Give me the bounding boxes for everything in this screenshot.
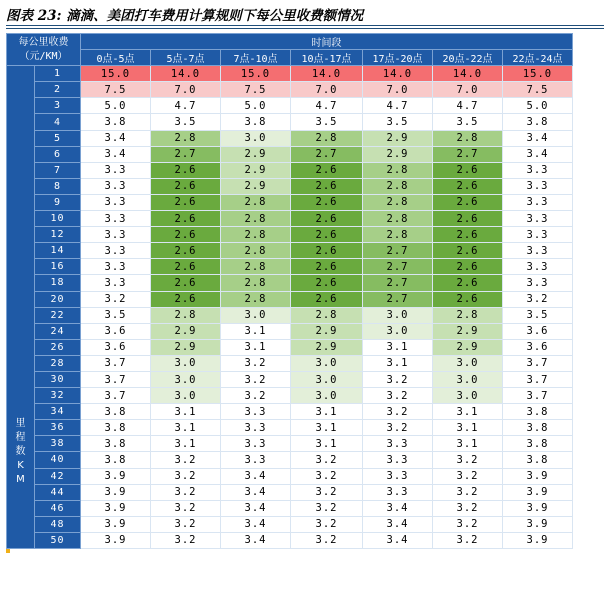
fare-cell: 2.6 (151, 211, 221, 227)
fare-cell: 3.5 (291, 114, 363, 130)
table-row (7, 371, 573, 387)
fare-cell: 7.5 (221, 82, 291, 98)
km-cell: 44 (35, 484, 81, 500)
fare-cell: 3.2 (291, 532, 363, 548)
table-row (7, 436, 573, 452)
fare-cell: 2.7 (363, 291, 433, 307)
fare-cell: 3.2 (221, 355, 291, 371)
table-row (7, 323, 573, 339)
fare-cell: 3.1 (221, 339, 291, 355)
fare-cell: 3.2 (363, 404, 433, 420)
fare-cell: 2.8 (221, 227, 291, 243)
fare-cell: 3.0 (291, 388, 363, 404)
fare-cell: 3.3 (221, 420, 291, 436)
km-cell: 3 (35, 98, 81, 114)
fare-cell: 3.3 (503, 275, 573, 291)
fare-cell: 3.2 (433, 516, 503, 532)
fare-cell: 3.8 (503, 420, 573, 436)
km-cell: 26 (35, 339, 81, 355)
fare-cell: 3.1 (433, 436, 503, 452)
fare-cell: 2.6 (433, 227, 503, 243)
fare-cell: 2.6 (151, 227, 221, 243)
fare-cell: 2.9 (291, 323, 363, 339)
fare-cell: 4.7 (151, 98, 221, 114)
fare-cell: 2.6 (433, 259, 503, 275)
fare-cell: 2.8 (363, 194, 433, 210)
table-row (7, 516, 573, 532)
fare-cell: 3.3 (81, 178, 151, 194)
fare-cell: 3.1 (291, 436, 363, 452)
fare-cell: 2.9 (363, 146, 433, 162)
km-cell: 5 (35, 130, 81, 146)
fare-cell: 14.0 (363, 66, 433, 82)
fare-cell: 3.1 (433, 420, 503, 436)
period-header-cell: 20点-22点 (433, 50, 503, 66)
fare-cell: 3.2 (221, 388, 291, 404)
fare-cell: 2.8 (363, 178, 433, 194)
fare-cell: 3.7 (81, 355, 151, 371)
fare-cell: 3.7 (81, 388, 151, 404)
fare-cell: 3.0 (291, 371, 363, 387)
fare-cell: 3.1 (221, 323, 291, 339)
table-row (7, 404, 573, 420)
fare-cell: 2.8 (221, 291, 291, 307)
fare-cell: 3.0 (433, 388, 503, 404)
fare-cell: 3.7 (503, 388, 573, 404)
fare-cell: 3.3 (363, 484, 433, 500)
km-cell: 20 (35, 291, 81, 307)
fare-cell: 2.7 (363, 259, 433, 275)
fare-cell: 2.6 (433, 243, 503, 259)
fare-cell: 3.2 (151, 452, 221, 468)
fare-cell: 2.8 (151, 307, 221, 323)
fare-cell: 3.8 (503, 436, 573, 452)
fare-cell: 2.6 (151, 259, 221, 275)
km-cell: 8 (35, 178, 81, 194)
fare-cell: 3.4 (81, 146, 151, 162)
fare-cell: 3.4 (81, 130, 151, 146)
fare-cell: 3.3 (81, 211, 151, 227)
fare-cell: 3.3 (363, 436, 433, 452)
fare-table (6, 33, 573, 549)
km-cell: 28 (35, 355, 81, 371)
fare-cell: 3.4 (221, 532, 291, 548)
km-cell: 9 (35, 194, 81, 210)
fare-cell: 7.5 (81, 82, 151, 98)
fare-cell: 14.0 (291, 66, 363, 82)
fare-cell: 7.0 (433, 82, 503, 98)
fare-cell: 3.4 (503, 146, 573, 162)
fare-cell: 3.2 (433, 452, 503, 468)
fare-cell: 3.0 (363, 307, 433, 323)
km-cell: 24 (35, 323, 81, 339)
fare-cell: 2.8 (221, 211, 291, 227)
km-cell: 36 (35, 420, 81, 436)
fare-cell: 2.6 (291, 162, 363, 178)
km-cell: 50 (35, 532, 81, 548)
fare-cell: 3.9 (503, 468, 573, 484)
fare-cell: 3.8 (221, 114, 291, 130)
fare-cell: 3.8 (81, 452, 151, 468)
fare-cell: 2.6 (291, 227, 363, 243)
fare-cell: 2.6 (291, 178, 363, 194)
fare-cell: 3.3 (503, 211, 573, 227)
period-header-cell: 17点-20点 (363, 50, 433, 66)
km-cell: 38 (35, 436, 81, 452)
fare-cell: 3.1 (151, 436, 221, 452)
fare-cell: 3.3 (363, 452, 433, 468)
fare-cell: 2.9 (363, 130, 433, 146)
fare-cell: 2.8 (291, 130, 363, 146)
fare-cell: 3.4 (221, 516, 291, 532)
fare-cell: 2.9 (221, 162, 291, 178)
period-header-cell: 0点-5点 (81, 50, 151, 66)
fare-cell: 7.5 (503, 82, 573, 98)
fare-cell: 3.3 (363, 468, 433, 484)
km-cell: 12 (35, 227, 81, 243)
fare-cell: 4.7 (363, 98, 433, 114)
fare-cell: 3.0 (151, 371, 221, 387)
fare-cell: 3.9 (81, 516, 151, 532)
table-row (7, 114, 573, 130)
km-cell: 2 (35, 82, 81, 98)
fare-cell: 3.4 (221, 468, 291, 484)
km-cell: 1 (35, 66, 81, 82)
fare-cell: 2.9 (151, 339, 221, 355)
fare-cell: 2.6 (433, 291, 503, 307)
fare-cell: 3.4 (221, 484, 291, 500)
fare-cell: 3.2 (291, 516, 363, 532)
fare-cell: 3.3 (81, 275, 151, 291)
table-row (7, 259, 573, 275)
fare-cell: 3.2 (363, 371, 433, 387)
fare-cell: 3.8 (81, 404, 151, 420)
fare-cell: 2.9 (433, 339, 503, 355)
fare-cell: 2.9 (291, 339, 363, 355)
fare-cell: 3.8 (503, 114, 573, 130)
fare-cell: 2.8 (221, 194, 291, 210)
table-row (7, 211, 573, 227)
title-rule (6, 25, 604, 26)
fare-table-container (6, 33, 573, 549)
table-row (7, 275, 573, 291)
fare-cell: 3.3 (81, 162, 151, 178)
table-row (7, 130, 573, 146)
fare-cell: 15.0 (503, 66, 573, 82)
km-cell: 42 (35, 468, 81, 484)
km-cell: 18 (35, 275, 81, 291)
fare-cell: 2.6 (291, 275, 363, 291)
fare-cell: 3.2 (151, 532, 221, 548)
table-row (7, 500, 573, 516)
fare-cell: 3.4 (363, 500, 433, 516)
fare-cell: 3.5 (503, 307, 573, 323)
fare-cell: 3.7 (503, 371, 573, 387)
period-header-cell: 7点-10点 (221, 50, 291, 66)
fare-cell: 2.7 (363, 243, 433, 259)
table-row (7, 227, 573, 243)
fare-cell: 3.2 (151, 468, 221, 484)
fare-cell: 2.6 (433, 178, 503, 194)
fare-cell: 2.8 (433, 307, 503, 323)
fare-cell: 5.0 (503, 98, 573, 114)
fare-cell: 3.2 (433, 532, 503, 548)
fare-cell: 2.9 (151, 323, 221, 339)
fare-cell: 3.9 (503, 484, 573, 500)
fare-cell: 2.6 (433, 211, 503, 227)
fare-cell: 3.2 (291, 500, 363, 516)
fare-cell: 7.0 (291, 82, 363, 98)
mileage-side-label (7, 66, 35, 549)
fare-cell: 3.8 (503, 404, 573, 420)
fare-cell: 3.4 (221, 500, 291, 516)
fare-cell: 7.0 (151, 82, 221, 98)
fare-cell: 3.2 (363, 388, 433, 404)
km-cell: 14 (35, 243, 81, 259)
fare-cell: 2.6 (433, 162, 503, 178)
period-group-header: 时间段 (81, 34, 573, 50)
fare-cell: 2.8 (221, 275, 291, 291)
corner-header-cell: 每公里收费（元/KM） (7, 34, 81, 66)
title-rule-secondary (6, 28, 604, 29)
fare-cell: 3.1 (291, 404, 363, 420)
fare-cell: 3.2 (151, 500, 221, 516)
fare-cell: 2.6 (151, 194, 221, 210)
fare-cell: 2.8 (433, 130, 503, 146)
table-row (7, 178, 573, 194)
fare-cell: 4.7 (433, 98, 503, 114)
fare-cell: 3.4 (503, 130, 573, 146)
fare-cell: 2.9 (221, 178, 291, 194)
table-row (7, 307, 573, 323)
fare-cell: 3.8 (81, 436, 151, 452)
fare-cell: 3.5 (433, 114, 503, 130)
fare-cell: 3.8 (503, 452, 573, 468)
km-cell: 46 (35, 500, 81, 516)
fare-cell: 3.1 (291, 420, 363, 436)
fare-cell: 3.9 (81, 500, 151, 516)
fare-cell: 2.9 (433, 323, 503, 339)
km-cell: 34 (35, 404, 81, 420)
fare-cell: 3.2 (151, 516, 221, 532)
fare-cell: 3.2 (291, 468, 363, 484)
fare-cell: 2.8 (221, 243, 291, 259)
km-cell: 30 (35, 371, 81, 387)
period-header-row (7, 50, 573, 66)
fare-cell: 2.8 (363, 162, 433, 178)
km-cell: 6 (35, 146, 81, 162)
fare-cell: 3.9 (503, 500, 573, 516)
fare-cell: 3.2 (81, 291, 151, 307)
fare-cell: 5.0 (81, 98, 151, 114)
fare-cell: 3.3 (221, 436, 291, 452)
fare-cell: 2.6 (151, 162, 221, 178)
fare-cell: 3.1 (151, 404, 221, 420)
table-row (7, 484, 573, 500)
table-row (7, 452, 573, 468)
fare-cell: 3.1 (433, 404, 503, 420)
fare-cell: 3.3 (81, 259, 151, 275)
fare-cell: 3.3 (503, 194, 573, 210)
fare-cell: 3.5 (151, 114, 221, 130)
fare-cell: 3.0 (151, 355, 221, 371)
fare-cell: 3.4 (363, 532, 433, 548)
fare-cell: 3.2 (151, 484, 221, 500)
fare-cell: 3.3 (503, 259, 573, 275)
period-header-cell: 5点-7点 (151, 50, 221, 66)
fare-cell: 3.9 (81, 468, 151, 484)
table-row (7, 243, 573, 259)
fare-cell: 3.7 (503, 355, 573, 371)
fare-cell: 3.9 (81, 532, 151, 548)
table-row (7, 355, 573, 371)
period-header-cell: 10点-17点 (291, 50, 363, 66)
fare-cell: 3.2 (433, 468, 503, 484)
fare-cell: 2.6 (433, 194, 503, 210)
fare-cell: 3.9 (81, 484, 151, 500)
fare-cell: 3.6 (81, 339, 151, 355)
table-row (7, 420, 573, 436)
fare-cell: 2.7 (291, 146, 363, 162)
fare-cell: 3.8 (81, 114, 151, 130)
fare-cell: 3.6 (503, 339, 573, 355)
fare-cell: 3.0 (221, 130, 291, 146)
fare-cell: 3.0 (363, 323, 433, 339)
fare-cell: 3.4 (363, 516, 433, 532)
fare-cell: 3.2 (291, 484, 363, 500)
fare-cell: 3.6 (503, 323, 573, 339)
fare-cell: 3.6 (81, 323, 151, 339)
fare-cell: 3.3 (503, 178, 573, 194)
fare-cell: 3.2 (291, 452, 363, 468)
fare-cell: 2.6 (151, 291, 221, 307)
fare-cell: 3.3 (81, 194, 151, 210)
mileage-side-text: 里程数KM (15, 418, 26, 486)
km-cell: 22 (35, 307, 81, 323)
km-cell: 10 (35, 211, 81, 227)
km-cell: 40 (35, 452, 81, 468)
fare-cell: 3.3 (221, 404, 291, 420)
fare-cell: 3.3 (503, 243, 573, 259)
fare-cell: 3.3 (503, 162, 573, 178)
fare-cell: 3.1 (151, 420, 221, 436)
fare-cell: 2.7 (363, 275, 433, 291)
table-row (7, 468, 573, 484)
fare-cell: 2.6 (433, 275, 503, 291)
fare-cell: 2.6 (291, 291, 363, 307)
fare-cell: 2.9 (221, 146, 291, 162)
highlight-box (6, 549, 10, 553)
fare-cell: 4.7 (291, 98, 363, 114)
fare-cell: 2.8 (221, 259, 291, 275)
figure-title: 图表 23: 滴滴、美团打车费用计算规则下每公里收费额情况 (6, 8, 364, 24)
fare-cell: 2.6 (291, 259, 363, 275)
km-cell: 4 (35, 114, 81, 130)
fare-cell: 2.6 (291, 194, 363, 210)
fare-cell: 3.2 (433, 500, 503, 516)
km-cell: 16 (35, 259, 81, 275)
fare-cell: 2.8 (151, 130, 221, 146)
table-row (7, 194, 573, 210)
table-row (7, 532, 573, 548)
table-row (7, 66, 573, 82)
table-row (7, 82, 573, 98)
header-row (7, 34, 573, 50)
fare-cell: 3.8 (81, 420, 151, 436)
fare-cell: 3.2 (503, 291, 573, 307)
fare-cell: 3.1 (363, 355, 433, 371)
fare-cell: 3.0 (433, 371, 503, 387)
fare-cell: 3.5 (363, 114, 433, 130)
fare-cell: 2.6 (291, 243, 363, 259)
table-row (7, 388, 573, 404)
table-row (7, 146, 573, 162)
fare-cell: 3.3 (81, 243, 151, 259)
fare-cell: 3.5 (81, 307, 151, 323)
fare-cell: 3.3 (221, 452, 291, 468)
table-row (7, 98, 573, 114)
fare-cell: 3.3 (503, 227, 573, 243)
fare-cell: 3.9 (503, 516, 573, 532)
table-row (7, 339, 573, 355)
fare-cell: 3.9 (503, 532, 573, 548)
fare-cell: 2.6 (151, 178, 221, 194)
fare-cell: 3.1 (363, 339, 433, 355)
fare-cell: 2.6 (151, 243, 221, 259)
fare-cell: 2.7 (433, 146, 503, 162)
fare-cell: 3.0 (151, 388, 221, 404)
fare-cell: 2.8 (291, 307, 363, 323)
fare-cell: 2.8 (363, 211, 433, 227)
fare-cell: 3.0 (433, 355, 503, 371)
period-header-cell: 22点-24点 (503, 50, 573, 66)
fare-cell: 15.0 (221, 66, 291, 82)
fare-cell: 7.0 (363, 82, 433, 98)
fare-cell: 3.7 (81, 371, 151, 387)
fare-cell: 2.7 (151, 146, 221, 162)
fare-cell: 3.3 (81, 227, 151, 243)
fare-cell: 3.2 (221, 371, 291, 387)
fare-cell: 3.2 (433, 484, 503, 500)
fare-cell: 14.0 (151, 66, 221, 82)
fare-cell: 5.0 (221, 98, 291, 114)
km-cell: 48 (35, 516, 81, 532)
fare-cell: 2.6 (291, 211, 363, 227)
fare-cell: 15.0 (81, 66, 151, 82)
table-row (7, 291, 573, 307)
fare-cell: 3.0 (221, 307, 291, 323)
fare-cell: 3.2 (363, 420, 433, 436)
fare-cell: 2.6 (151, 275, 221, 291)
table-row (7, 162, 573, 178)
fare-cell: 2.8 (363, 227, 433, 243)
fare-cell: 3.0 (291, 355, 363, 371)
km-cell: 32 (35, 388, 81, 404)
fare-cell: 14.0 (433, 66, 503, 82)
km-cell: 7 (35, 162, 81, 178)
